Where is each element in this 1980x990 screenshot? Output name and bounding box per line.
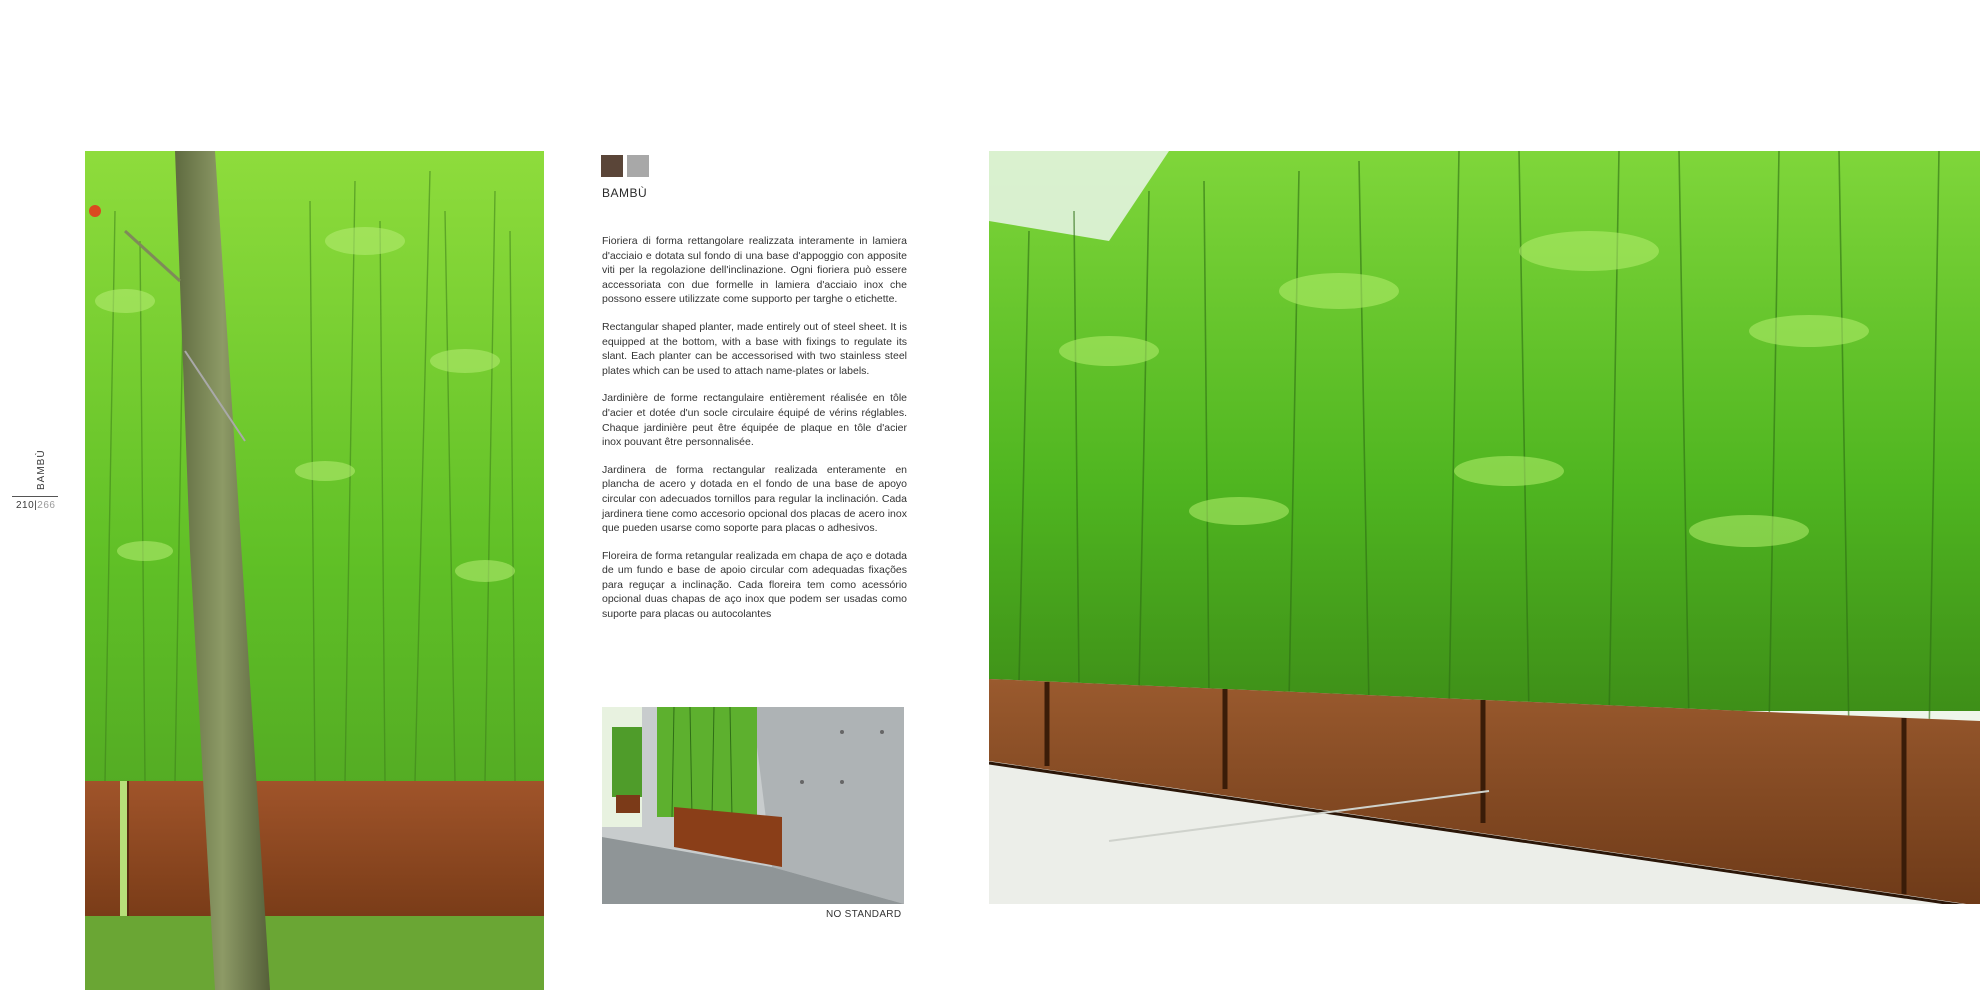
product-title: BAMBÙ bbox=[602, 186, 648, 200]
section-label: BAMBÙ bbox=[36, 449, 47, 490]
description-french: Jardinière de forme rectangulaire entièrement réalisée en tôle d'acier et dotée d'un socle circulaire équipé de vérins réglables. Chaque jardinière peut être équipée de plaque en tôle d'acier inox pouvant être personnalisée. bbox=[602, 392, 907, 449]
page-number bbox=[16, 500, 55, 511]
description-italian: Fioriera di forma rettangolare realizzata interamente in lamiera d'acciaio e dotata sul fondo di una base d'appoggio con apposite viti per la regolazione dell'inclinazione. Ogni fioriera può essere accessoriata con due formelle in lamiera d'acciaio inox che possono essere utilizzate come supporto per targhe o etichette. bbox=[602, 235, 907, 306]
page-total: 266 bbox=[37, 500, 56, 511]
description-portuguese: Floreira de forma retangular realizada em chapa de aço e dotada de um fundo e base de apoio circular com adequadas fixações para reguçar a inclinação. Cada floreira tem como acessório opcional duas chapas de aço inox que podem ser usadas como suporte para placas ou autocolantes bbox=[602, 549, 907, 621]
page-number-divider bbox=[12, 496, 58, 497]
description-english: Rectangular shaped planter, made entirely out of steel sheet. It is equipped at the bottom, with a base with fixings to regulate its slant. Each planter can be accessorised with two stainless steel plates which can be used to attach name-plates or labels. bbox=[602, 320, 907, 377]
page-current: 210 bbox=[16, 500, 35, 511]
product-description bbox=[602, 234, 907, 635]
description-spanish: Jardinera de forma rectangular realizada enteramente en plancha de acero y dotada en el fondo de una base de apoyo circular con adecuados tornillos para regular la inclinación. Cada jardinera tiene como accesorio opcional dos placas de acero inox que pueden usarse como soporte para placas o adhesivos. bbox=[602, 463, 907, 535]
bamboo-planter-photo-corridor bbox=[602, 707, 904, 904]
photo-caption: NO STANDARD bbox=[826, 909, 902, 920]
page-separator: | bbox=[34, 500, 38, 511]
color-swatch-corten bbox=[601, 155, 623, 177]
color-swatch-grey bbox=[627, 155, 649, 177]
bamboo-planter-photo-left bbox=[85, 151, 544, 990]
bamboo-planter-photo-large bbox=[989, 151, 1980, 904]
